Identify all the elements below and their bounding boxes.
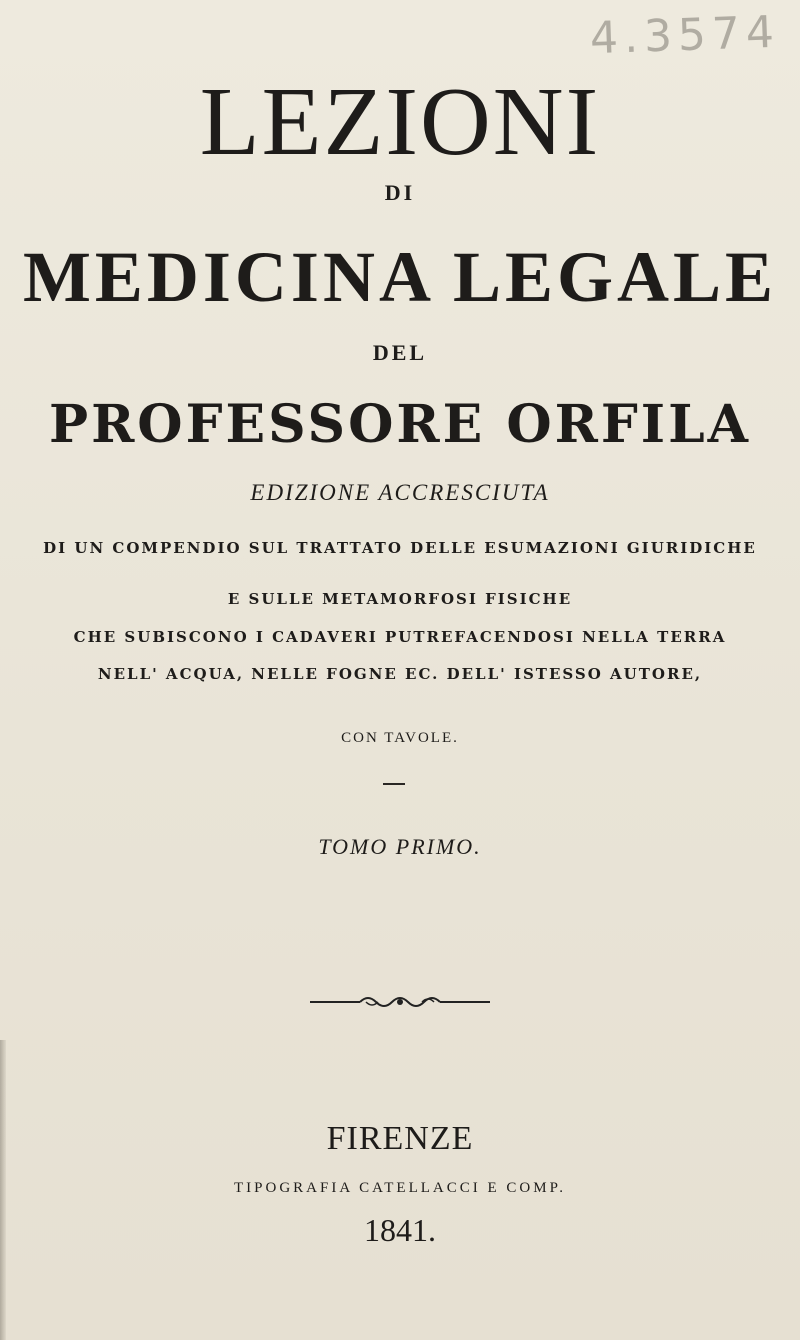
title-lezioni: LEZIONI: [199, 68, 601, 176]
title-di: DI: [384, 180, 416, 205]
subtitle-line-3: CHE SUBISCONO I CADAVERI PUTREFACENDOSI NELLA TERRA: [73, 628, 727, 646]
short-rule: [383, 783, 405, 785]
title-del: DEL: [372, 340, 428, 365]
author-name: PROFESSORE ORFILA: [48, 394, 752, 455]
subtitle-line-1: DI UN COMPENDIO SUL TRATTATO DELLE ESUMAZIONI GIURIDICHE: [43, 539, 757, 557]
binding-edge: [0, 1040, 6, 1340]
plates-note: CON TAVOLE.: [341, 730, 459, 746]
ornament-divider: [310, 992, 490, 1012]
edition-note: EDIZIONE ACCRESCIUTA: [250, 480, 550, 505]
title-medicina-legale: MEDICINA LEGALE: [22, 237, 778, 317]
subtitle-line-2: E SULLE METAMORFOSI FISICHE: [227, 590, 573, 608]
volume-label: TOMO PRIMO.: [318, 834, 482, 859]
imprint-city: FIRENZE: [326, 1120, 474, 1157]
subtitle-line-4: NELL' ACQUA, NELLE FOGNE EC. DELL' ISTESSO AUTORE,: [97, 665, 703, 683]
library-stamp: 4.3574: [589, 6, 781, 65]
imprint-year: 1841.: [364, 1212, 436, 1248]
imprint-printer: TIPOGRAFIA CATELLACCI E COMP.: [233, 1180, 567, 1196]
